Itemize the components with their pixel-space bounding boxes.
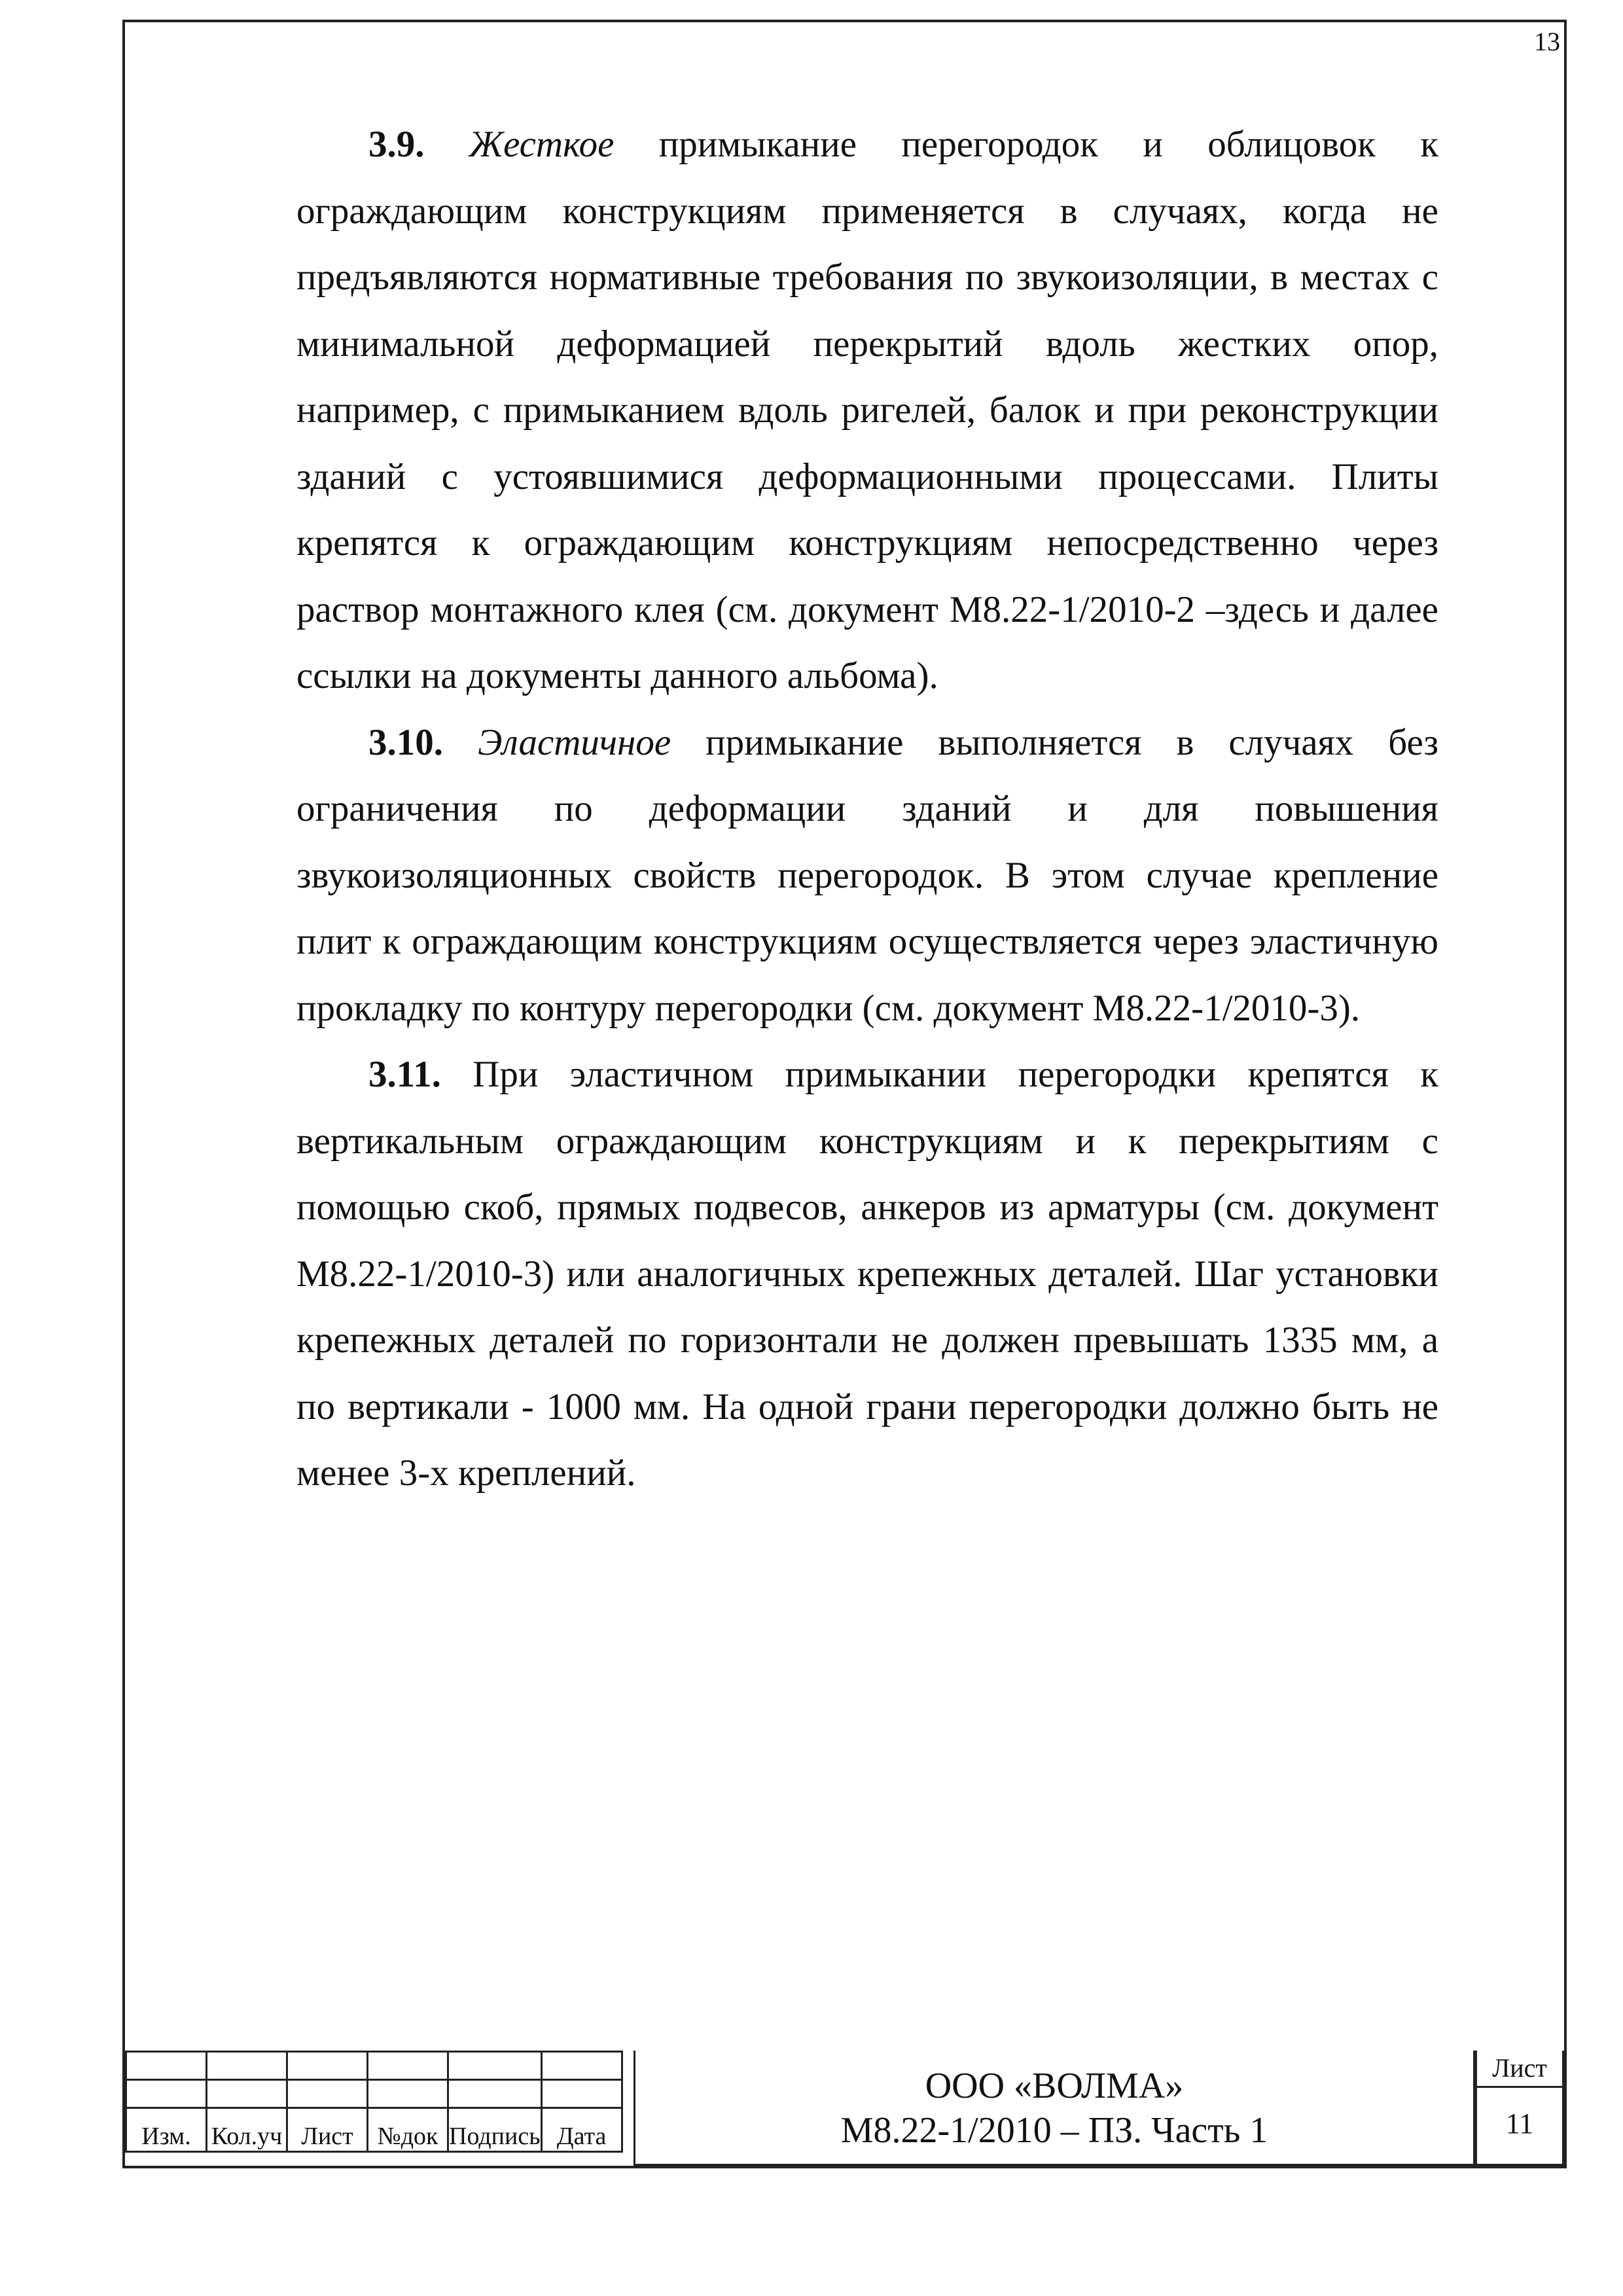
document-code: М8.22-1/2010 – ПЗ. Часть 1	[840, 2110, 1268, 2151]
section-number: 3.9.	[368, 124, 425, 165]
organization-name: ООО «ВОЛМА»	[925, 2066, 1184, 2106]
column-label: Подпись	[448, 2108, 542, 2152]
section-3-10	[296, 709, 1438, 1042]
column-label: Изм.	[126, 2108, 207, 2152]
section-number: 3.11.	[368, 1054, 441, 1095]
section-3-11	[296, 1041, 1438, 1507]
section-term: Эластичное	[477, 721, 671, 763]
sheet-box	[1475, 2051, 1564, 2166]
revision-table	[125, 2051, 623, 2153]
column-label: №док	[368, 2108, 448, 2152]
designation-box	[633, 2051, 1475, 2166]
column-label: Кол.уч	[207, 2108, 287, 2152]
section-text: примыкание перегородок и облицовок к ограждающим конструкциям применяется в случаях, когда не предъявляются нормативные требования по звукоизоляции, в местах с минимальной деформацией перекрытий вдоль жестких опор, например, с примыканием вдоль ригелей, балок и при реконструкции зданий с устоявшимися деформационными процессами. Плиты крепятся к ограждающим конструкциям непосредственно через раствор монтажного клея (см. документ М8.22-1/2010-2 –здесь и далее ссылки на документы данного альбома).	[296, 124, 1439, 696]
section-text: примыкание выполняется в случаях без ограничения по деформации зданий и для повышения звукоизоляционных свойств перегородок. В этом случае крепление плит к ограждающим конструкциям осуществляется через эластичную прокладку по контуру перегородки (см. документ М8.22-1/2010-3).	[296, 721, 1438, 1029]
section-text: При эластичном примыкании перегородки крепятся к вертикальным ограждающим конструкциям и к перекрытиям с помощью скоб, прямых подвесов, анкеров из арматуры (см. документ М8.22-1/2010-3) или аналогичных крепежных деталей. Шаг установки крепежных деталей по горизонтали не должен превышать 1335 мм, а по вертикали - 1000 мм. На одной грани перегородки должно быть не менее 3-х креплений.	[296, 1054, 1438, 1494]
sheet-label: Лист	[1477, 2051, 1562, 2088]
section-3-9	[296, 111, 1438, 709]
section-number: 3.10.	[368, 721, 443, 763]
column-label: Дата	[541, 2108, 622, 2152]
page-number: 13	[1534, 27, 1560, 56]
column-label: Лист	[287, 2108, 368, 2152]
title-block	[125, 2051, 1564, 2166]
document-body	[296, 111, 1438, 1507]
section-term: Жесткое	[469, 124, 615, 165]
sheet-number: 11	[1505, 2108, 1534, 2140]
